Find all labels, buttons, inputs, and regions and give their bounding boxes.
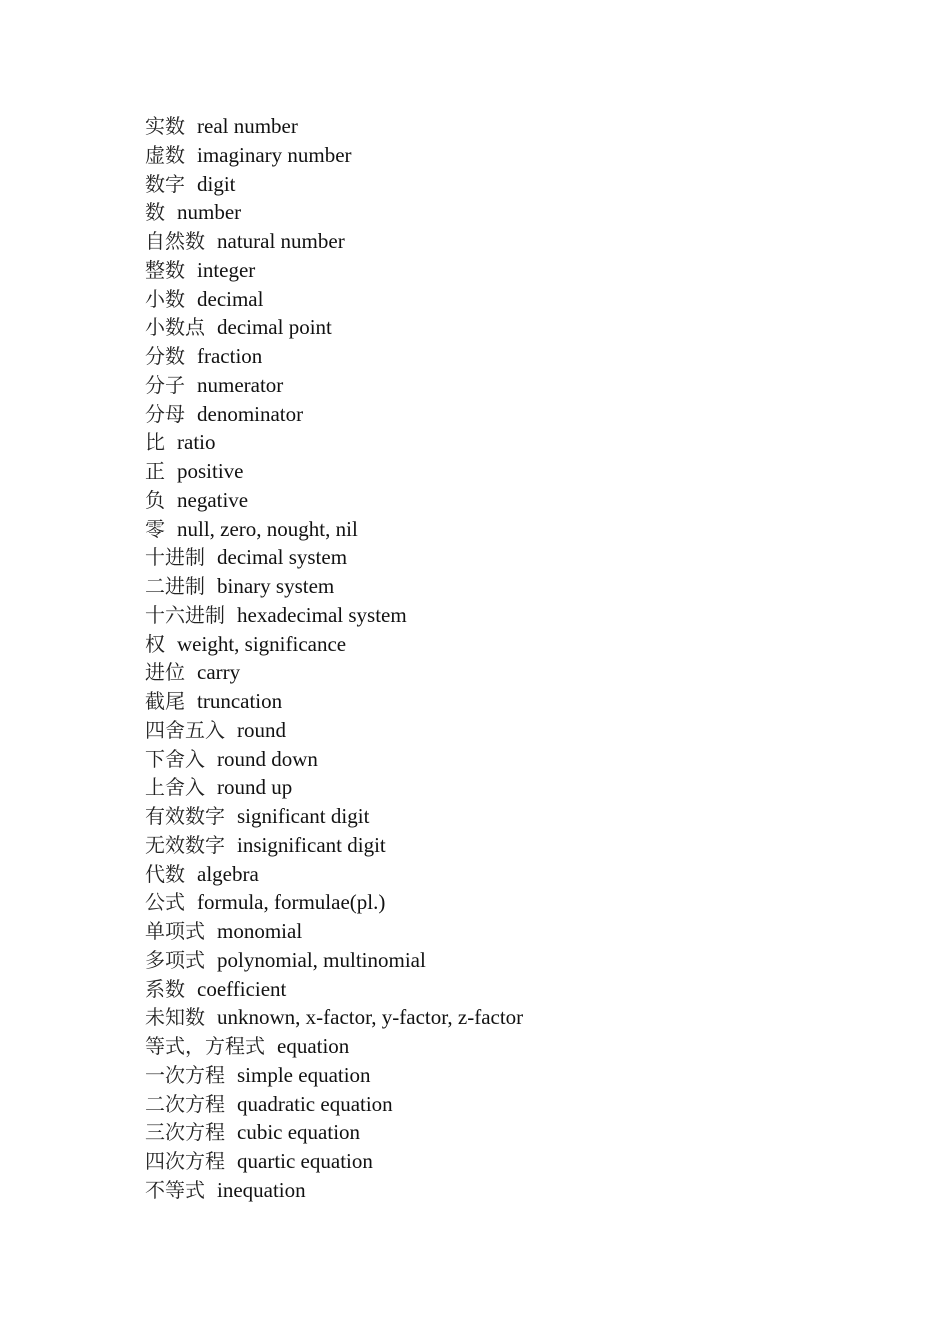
chinese-term: 小数 <box>145 286 185 311</box>
chinese-term: 有效数字 <box>145 804 225 828</box>
english-term: truncation <box>197 689 283 713</box>
chinese-term: 比 <box>145 430 165 455</box>
glossary-entry <box>145 946 523 975</box>
english-term: round down <box>217 746 318 771</box>
english-term: imaginary number <box>197 142 352 167</box>
glossary-entry <box>145 745 523 774</box>
english-term: numerator <box>197 372 284 397</box>
english-term: binary system <box>217 574 335 598</box>
english-term: unknown, x-factor, y-factor, z-factor <box>217 1005 524 1030</box>
chinese-term: 单项式 <box>145 919 205 943</box>
glossary-entry <box>145 860 523 889</box>
glossary-entry <box>145 256 523 285</box>
chinese-term: 代数 <box>145 861 185 886</box>
glossary-entry <box>145 1003 523 1032</box>
chinese-term: 零 <box>145 516 165 541</box>
chinese-term: 上舍入 <box>145 775 205 800</box>
chinese-term: 整数 <box>145 257 185 282</box>
english-term: polynomial, multinomial <box>217 947 426 972</box>
english-term: positive <box>177 459 244 483</box>
glossary-entry <box>145 486 523 515</box>
glossary-entry <box>145 515 523 544</box>
glossary-entry <box>145 630 523 659</box>
chinese-term: 分母 <box>145 401 185 426</box>
english-term: quartic equation <box>237 1149 373 1173</box>
chinese-term: 截尾 <box>145 689 185 713</box>
english-term: round <box>237 717 286 742</box>
glossary-entry <box>145 687 523 716</box>
english-term: cubic equation <box>237 1120 361 1145</box>
chinese-term: 未知数 <box>145 1005 205 1030</box>
glossary-entry <box>145 917 523 946</box>
english-term: decimal point <box>217 315 332 340</box>
chinese-term: 分子 <box>145 372 185 397</box>
english-term: coefficient <box>197 976 287 1001</box>
english-term: equation <box>277 1034 350 1058</box>
english-term: significant digit <box>237 804 370 828</box>
glossary-entry <box>145 1032 523 1061</box>
english-term: quadratic equation <box>237 1091 393 1116</box>
chinese-term: 二进制 <box>145 574 205 598</box>
english-term: number <box>177 200 242 225</box>
glossary-entry <box>145 141 523 170</box>
glossary-entry <box>145 802 523 831</box>
chinese-term: 二次方程 <box>145 1091 225 1116</box>
chinese-term: 数字 <box>145 171 185 196</box>
glossary-list <box>145 112 523 1205</box>
english-term: negative <box>177 487 249 512</box>
chinese-term: 十六进制 <box>145 602 225 627</box>
chinese-term: 公式 <box>145 890 185 915</box>
english-term: formula, formulae(pl.) <box>197 890 386 915</box>
english-term: carry <box>197 660 241 685</box>
chinese-term: 正 <box>145 459 165 483</box>
english-term: decimal system <box>217 545 348 570</box>
chinese-term: 负 <box>145 487 165 512</box>
glossary-entry <box>145 112 523 141</box>
glossary-entry <box>145 572 523 601</box>
glossary-entry <box>145 601 523 630</box>
english-term: weight, significance <box>177 631 347 656</box>
chinese-term: 无效数字 <box>145 832 225 857</box>
english-term: digit <box>197 171 236 196</box>
chinese-term: 进位 <box>145 660 185 685</box>
chinese-term: 权 <box>145 631 165 656</box>
glossary-entry <box>145 170 523 199</box>
glossary-entry <box>145 1090 523 1119</box>
glossary-entry <box>145 371 523 400</box>
english-term: monomial <box>217 919 303 943</box>
english-term: simple equation <box>237 1062 371 1087</box>
glossary-entry <box>145 975 523 1004</box>
english-term: null, zero, nought, nil <box>177 516 358 541</box>
chinese-term: 十进制 <box>145 545 205 570</box>
glossary-entry <box>145 773 523 802</box>
english-term: denominator <box>197 401 304 426</box>
chinese-term: 三次方程 <box>145 1120 225 1145</box>
english-term: inequation <box>217 1177 306 1202</box>
chinese-term: 不等式 <box>145 1177 205 1202</box>
english-term: insignificant digit <box>237 832 386 857</box>
chinese-term: 系数 <box>145 976 185 1001</box>
glossary-entry <box>145 716 523 745</box>
glossary-entry <box>145 400 523 429</box>
chinese-term: 分数 <box>145 344 185 368</box>
glossary-entry <box>145 1061 523 1090</box>
glossary-entry <box>145 227 523 256</box>
glossary-entry <box>145 313 523 342</box>
chinese-term: 小数点 <box>145 315 205 340</box>
glossary-entry <box>145 198 523 227</box>
glossary-entry <box>145 428 523 457</box>
glossary-entry <box>145 1147 523 1176</box>
chinese-term: 虚数 <box>145 142 185 167</box>
chinese-term: 四舍五入 <box>145 717 225 742</box>
english-term: natural number <box>217 229 345 253</box>
chinese-term: 一次方程 <box>145 1062 225 1087</box>
glossary-entry <box>145 457 523 486</box>
chinese-term: 等式，方程式 <box>145 1034 265 1058</box>
chinese-term: 数 <box>145 200 165 225</box>
english-term: real number <box>197 114 298 138</box>
english-term: algebra <box>197 861 259 886</box>
english-term: ratio <box>177 430 216 455</box>
english-term: decimal <box>197 286 264 311</box>
glossary-entry <box>145 342 523 371</box>
chinese-term: 四次方程 <box>145 1149 225 1173</box>
english-term: integer <box>197 257 256 282</box>
glossary-entry <box>145 658 523 687</box>
english-term: fraction <box>197 344 263 368</box>
chinese-term: 实数 <box>145 114 185 138</box>
glossary-entry <box>145 285 523 314</box>
glossary-entry <box>145 888 523 917</box>
glossary-entry <box>145 1176 523 1205</box>
glossary-entry <box>145 543 523 572</box>
english-term: round up <box>217 775 293 800</box>
chinese-term: 下舍入 <box>145 746 205 771</box>
glossary-entry <box>145 1118 523 1147</box>
chinese-term: 自然数 <box>145 229 205 253</box>
glossary-entry <box>145 831 523 860</box>
english-term: hexadecimal system <box>237 602 407 627</box>
chinese-term: 多项式 <box>145 947 205 972</box>
